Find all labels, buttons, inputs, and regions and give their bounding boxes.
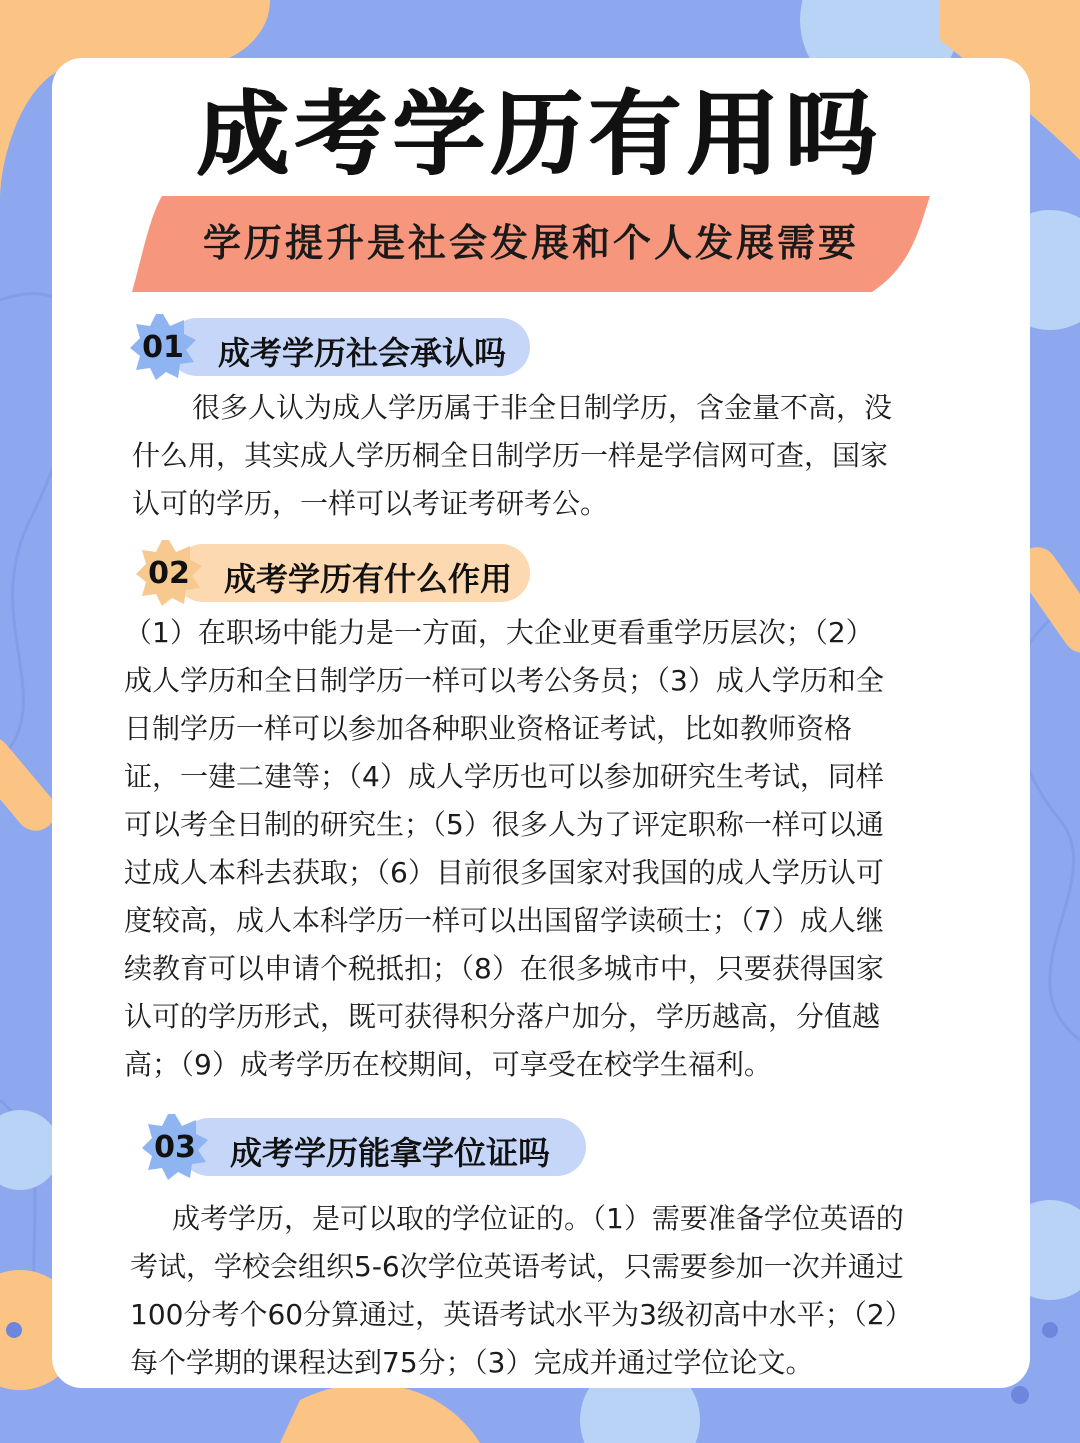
section-02-line: 续教育可以申请个税抵扣；（8）在很多城市中，只要获得国家 [124,952,884,985]
section-02-line: 认可的学历形式，既可获得积分落户加分，学历越高，分值越 [124,1000,881,1033]
section-02-line: 高；（9）成考学历在校期间，可享受在校学生福利。 [124,1048,772,1081]
section-03-header [140,1118,586,1178]
section-03-line: 成考学历，是可以取的学位证的。（1）需要准备学位英语的 [172,1202,904,1235]
section-02-line: 可以考全日制的研究生；（5）很多人为了评定职称一样可以通 [124,808,884,841]
section-02-header [134,544,530,604]
section-02-line: 成人学历和全日制学历一样可以考公务员；（3）成人学历和全 [124,664,884,697]
section-02-body [124,609,964,1089]
section-02-line: 度较高，成人本科学历一样可以出国留学读硕士；（7）成人继 [124,904,884,937]
section-03-line: 100分考个60分算通过，英语考试水平为3级初高中水平；（2） [130,1298,913,1331]
section-03-badge [140,1112,210,1182]
section-02-badge [134,538,204,608]
section-01-line: 什么用，其实成人学历桐全日制学历一样是学信网可查，国家 [132,439,889,472]
section-01-number: 01 [142,330,184,365]
section-03-line: 考试，学校会组织5-6次学位英语考试，只需要参加一次并通过 [130,1250,904,1283]
section-03-line: 每个学期的课程达到75分；（3）完成并通过学位论文。 [130,1346,814,1379]
section-02-line: 证，一建二建等；（4）成人学历也可以参加研究生考试，同样 [124,760,884,793]
section-03-body [130,1195,980,1387]
section-02-line: 日制学历一样可以参加各种职业资格证考试，比如教师资格 [124,712,853,745]
section-03-title: 成考学历能拿学位证吗 [230,1134,551,1172]
section-02-line: 过成人本科去获取；（6）目前很多国家对我国的成人学历认可 [124,856,884,889]
section-01-line: 很多人认为成人学历属于非全日制学历，含金量不高，没 [192,391,893,424]
section-01-line: 认可的学历，一样可以考证考研考公。 [132,487,609,520]
section-03-number: 03 [154,1130,196,1165]
page-title: 成考学历有用吗 [196,81,883,188]
section-01-title: 成考学历社会承认吗 [218,334,507,372]
section-02-line: （1）在职场中能力是一方面，大企业更看重学历层次；（2） [124,616,874,649]
subtitle-banner [132,196,930,292]
section-02-title: 成考学历有什么作用 [224,560,513,598]
section-02-number: 02 [148,556,190,591]
section-01-body [132,384,962,528]
section-01-badge [128,312,198,382]
subtitle-text: 学历提升是社会发展和个人发展需要 [202,221,859,265]
section-01-header [128,318,530,378]
